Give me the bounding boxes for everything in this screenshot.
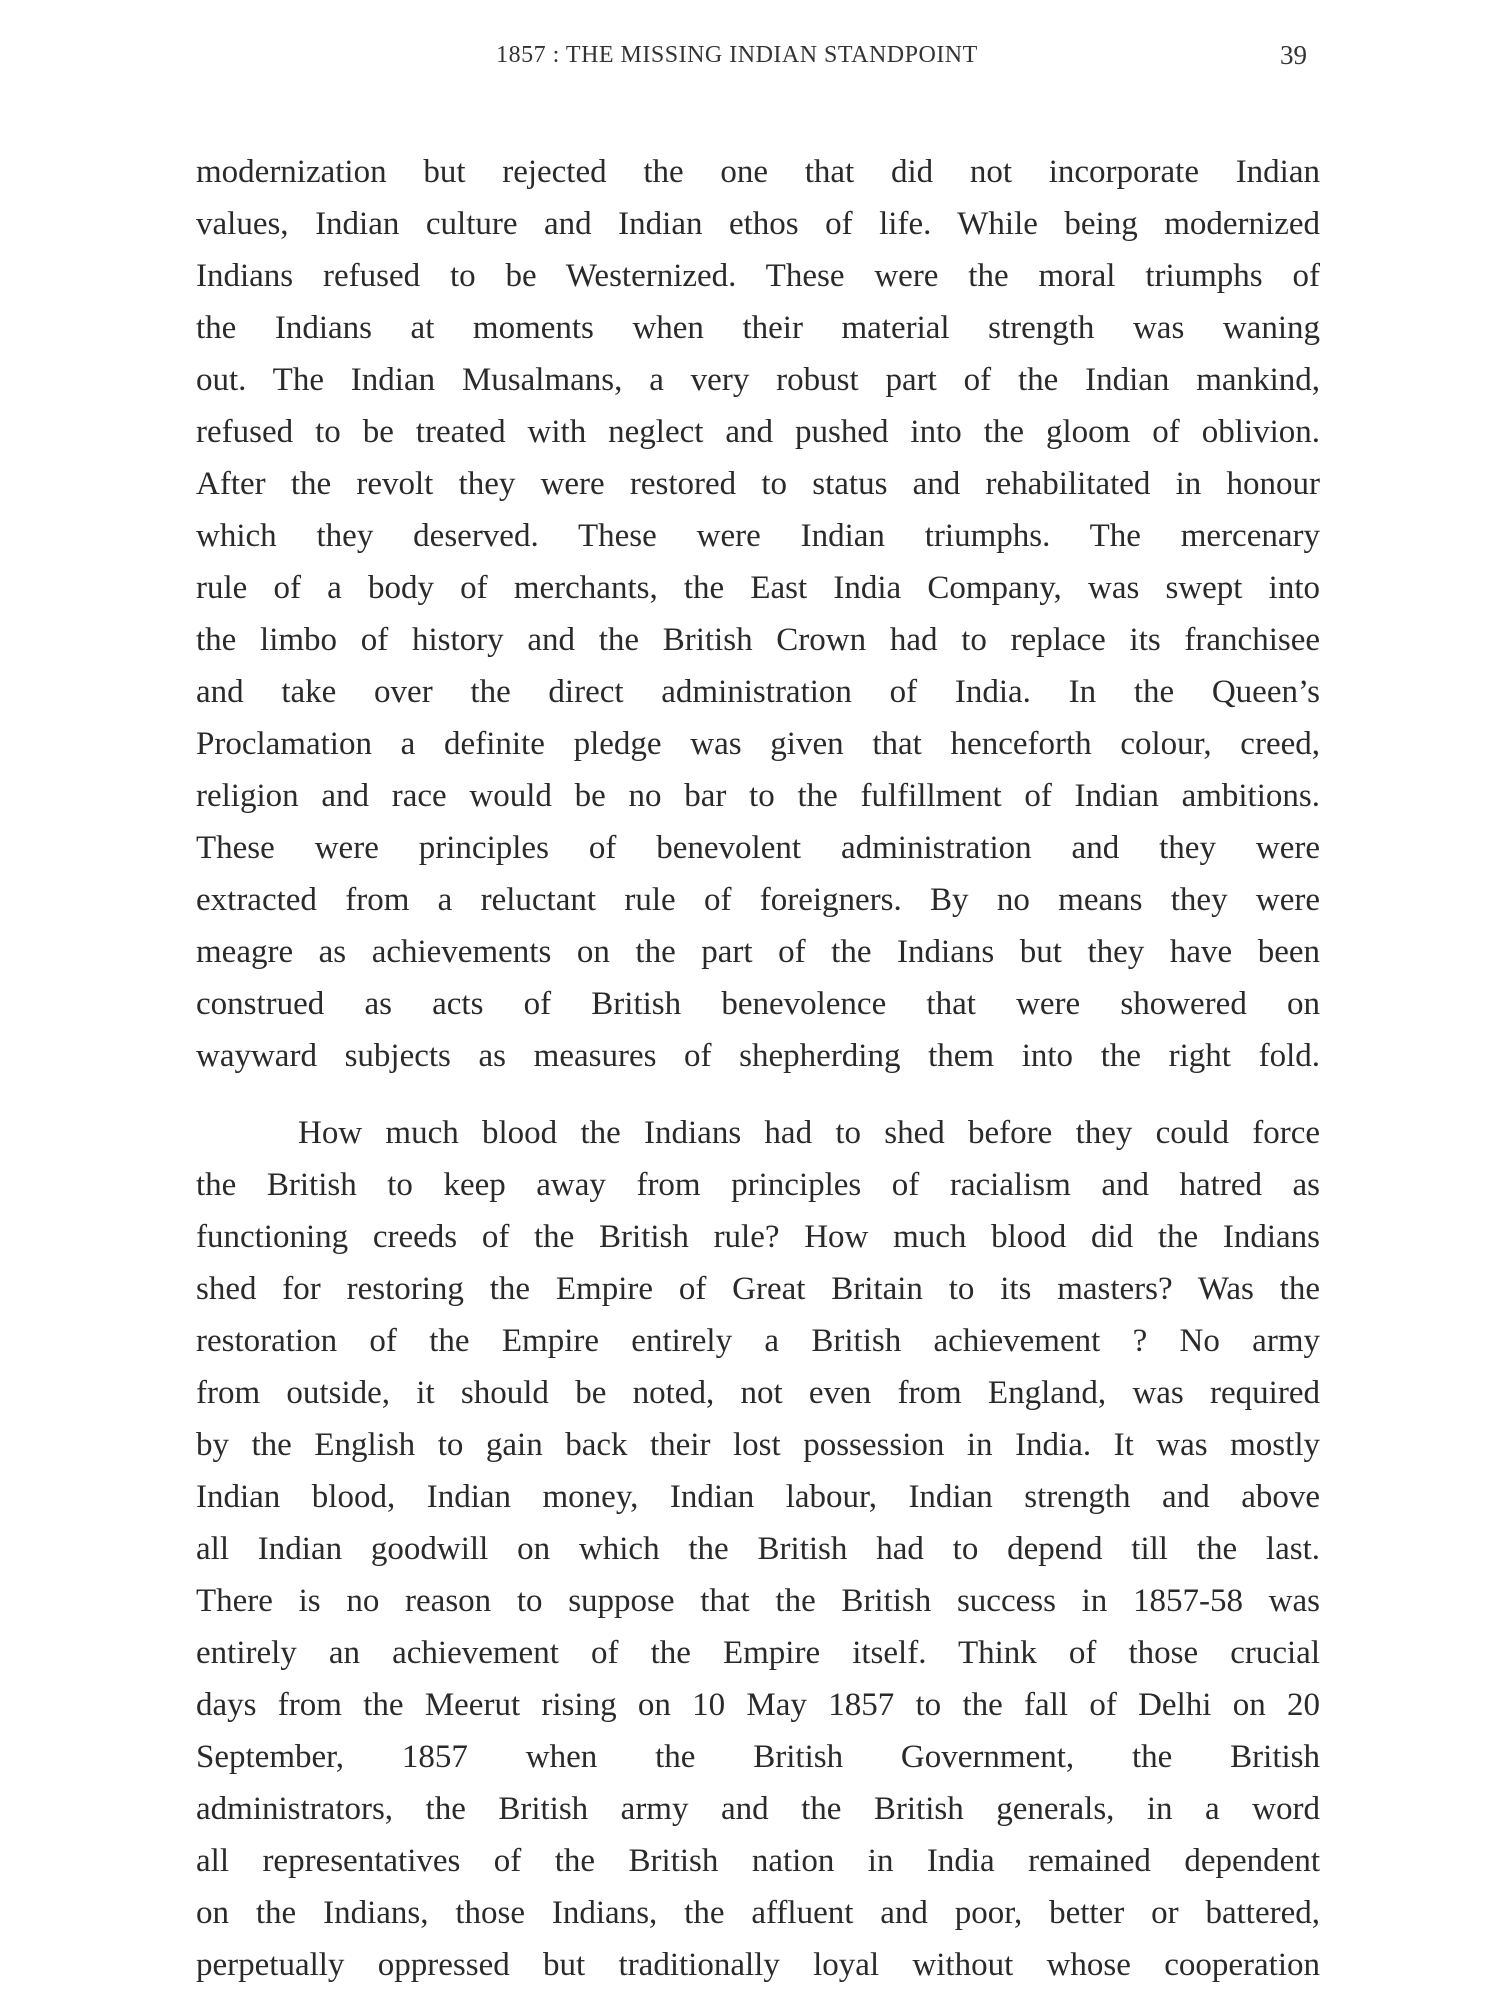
text-line: days from the Meerut rising on 10 May 1857 to the fall of Delhi on 20 [196,1687,1320,1723]
text-line: which they deserved. These were Indian triumphs. The mercenary [196,518,1320,554]
text-line: Indians refused to be Westernized. These were the moral triumphs of [196,258,1320,294]
text-line: perpetually oppressed but traditionally loyal without whose cooperation [196,1947,1320,1983]
text-line: on the Indians, those Indians, the affluent and poor, better or battered, [196,1895,1320,1931]
text-line: extracted from a reluctant rule of foreigners. By no means they were [196,882,1320,918]
text-line: September, 1857 when the British Government, the British [196,1739,1320,1775]
text-line: out. The Indian Musalmans, a very robust part of the Indian mankind, [196,362,1320,398]
text-line: functioning creeds of the British rule? How much blood did the Indians [196,1219,1320,1255]
text-line: restoration of the Empire entirely a British achievement ? No army [196,1323,1320,1359]
text-line: meagre as achievements on the part of the Indians but they have been [196,934,1320,970]
text-line: administrators, the British army and the British generals, in a word [196,1791,1320,1827]
text-line: the Indians at moments when their material strength was waning [196,310,1320,346]
paragraph-1 [196,146,1320,1082]
text-line: shed for restoring the Empire of Great Britain to its masters? Was the [196,1271,1320,1307]
text-line: wayward subjects as measures of shepherding them into the right fold. [196,1038,1320,1074]
text-line: How much blood the Indians had to shed before they could force [298,1115,1320,1151]
text-line: entirely an achievement of the Empire itself. Think of those crucial [196,1635,1320,1671]
text-line: Proclamation a definite pledge was given that henceforth colour, creed, [196,726,1320,762]
text-line: There is no reason to suppose that the British success in 1857-58 was [196,1583,1320,1619]
text-line: construed as acts of British benevolence that were showered on [196,986,1320,1022]
text-line: values, Indian culture and Indian ethos of life. While being modernized [196,206,1320,242]
text-line: the limbo of history and the British Crown had to replace its franchisee [196,622,1320,658]
text-line: These were principles of benevolent administration and they were [196,830,1320,866]
text-line: the British to keep away from principles of racialism and hatred as [196,1167,1320,1203]
text-line: religion and race would be no bar to the fulfillment of Indian ambitions. [196,778,1320,814]
text-line: and take over the direct administration of India. In the Queen’s [196,674,1320,710]
paragraph-2 [196,1107,1320,1991]
text-line: all Indian goodwill on which the British had to depend till the last. [196,1531,1320,1567]
running-head: 1857 : THE MISSING INDIAN STANDPOINT [496,42,978,68]
text-line: from outside, it should be noted, not even from England, was required [196,1375,1320,1411]
text-line: Indian blood, Indian money, Indian labour, Indian strength and above [196,1479,1320,1515]
text-line: rule of a body of merchants, the East India Company, was swept into [196,570,1320,606]
text-line: by the English to gain back their lost possession in India. It was mostly [196,1427,1320,1463]
text-line: all representatives of the British nation in India remained dependent [196,1843,1320,1879]
text-line: After the revolt they were restored to status and rehabilitated in honour [196,466,1320,502]
text-line: modernization but rejected the one that did not incorporate Indian [196,154,1320,190]
page-number: 39 [1280,40,1307,70]
text-line: refused to be treated with neglect and pushed into the gloom of oblivion. [196,414,1320,450]
